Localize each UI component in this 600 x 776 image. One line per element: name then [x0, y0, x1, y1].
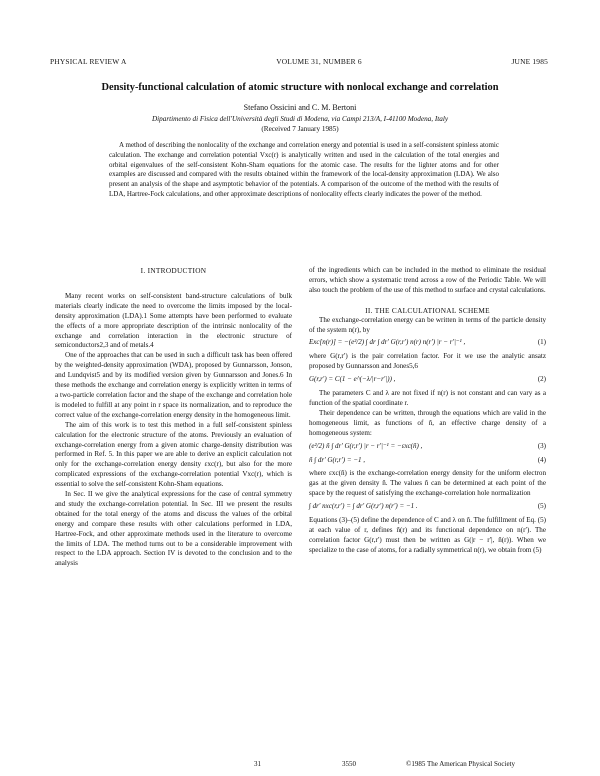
equation-5-body: ∫ dr′ nxc(r,r′) = ∫ dr′ G(r,r′) n(r′) = −1 . — [309, 502, 418, 511]
equation-2-number: (2) — [537, 375, 546, 384]
issue-date: JUNE 1985 — [511, 57, 548, 66]
equation-2 — [309, 375, 546, 385]
equation-1-body: Exc[n(r)] = −(e²/2) ∫ dr ∫ dr′ G(r,r′) n(r) n(r′) |r − r′|⁻¹ , — [309, 338, 466, 347]
scheme-paragraph-2: where G(r,r′) is the pair correlation factor. For it we use the analytic ansatz proposed by Gunnarsson and Jones5,6 — [309, 352, 546, 371]
paper-authors: Stefano Ossicini and C. M. Bertoni — [243, 103, 357, 112]
equation-4-number: (4) — [537, 455, 546, 464]
running-header — [50, 57, 548, 66]
volume-number: VOLUME 31, NUMBER 6 — [276, 57, 362, 66]
scheme-paragraph-6: Equations (3)–(5) define the dependence of C and λ on ñ. The fulfillment of Eq. (5) at each value of r, defines ñ(r) and its functional dependence on n(r′). The correlation factor G(r,r′) must then be written as G(|r − r′|, ñ(r)). When we specialize to the case of atoms, for a radially symmetrical n(r), we obtain from (5) — [309, 516, 546, 554]
intro-paragraph-2: One of the approaches that can be used in such a difficult task has been offered by the weighted-density approximation (WDA), proposed by Gunnarsson, Jonson, and Lundqvist5 and by its modified version given by Gunnarsson and Jones.6 In these methods the exchange and correlation energy is explicitly written in terms of a two-particle correlation factor and the shape of the exchange and correlation hole is modeled to fulfill at any point in r space its normalization, and to reproduce the correct value of the exchange-correlation energy density in the homogeneous limit. — [55, 351, 292, 419]
intro-paragraph-3: The aim of this work is to test this method in a full self-consistent spinless calculation for the electronic structure of the atoms. Previously an evaluation of exchange-correlation energy from a given atomic charge-density distribution was performed in Ref. 5. In this paper we are able to derive an explicit calculation not only for the exchange-correlation energy density εxc(r), but also for the more complicated expressions of the exchange-correlation potential Vxc(r), which is essential to solve the self-consistent Kohn-Sham equations. — [55, 420, 292, 489]
journal-name: PHYSICAL REVIEW A — [50, 57, 127, 66]
author-affiliation: Dipartimento di Fisica dell'Università degli Studi di Modena, via Campi 213/A, I-41100 Modena, Italy — [151, 115, 449, 123]
equation-3 — [309, 442, 546, 452]
equation-3-body: (e²/2) ñ ∫ dr′ G(r,r′) |r − r′|⁻¹ = −εxc(ñ) , — [309, 441, 423, 450]
scheme-paragraph-3: The parameters C and λ are not fixed if n(r) is not constant and can vary as a function of the spatial coordinate r. — [309, 389, 546, 407]
received-date: (Received 7 January 1985) — [261, 125, 339, 133]
equation-4-body: ñ ∫ dr′ G(r,r′) = −1 , — [309, 455, 366, 464]
right-column — [309, 266, 546, 556]
journal-page-number: 3550 — [342, 760, 356, 768]
equation-5 — [309, 502, 546, 512]
copyright-notice: ©1985 The American Physical Society — [406, 760, 516, 768]
intro-paragraph-1: Many recent works on self-consistent band-structure calculations of bulk materials clearly indicate the need to overcome the limits imposed by the local-density approximation (LDA).1 Some attempts have been performed to evaluate the effects of a more appropriate description of the intrinsic nonlocality of the exchange and correlation interaction in the electronic structure of semiconductors2,3 and of metals.4 — [55, 291, 292, 350]
abstract: A method of describing the nonlocality of the exchange and correlation energy and potential is used in a self-consistent spinless atomic calculation. The exchange and correlation potential Vxc(r) is analytically written and used in the calculation of the total energies and orbital eigenvalues of the self-consistent Kohn-Sham equations for the atomic case. The results for the lighter atoms and for other examples are discussed and compared with the results obtained within the framework of the local-density approximation (LDA). We also present an analysis of the shape and asymptotic behavior of the potentials. A comparison of the outcome of the method with the results of LDA, Hartree-Fock calculations, and other approximate descriptions of nonlocality effects clearly indicates the power of the method. — [109, 141, 499, 198]
left-column — [55, 262, 292, 569]
scheme-paragraph-5: where εxc(ñ) is the exchange-correlation energy density for the uniform electron gas at the given density ñ. The values ñ can be determined at each point of the space by the request of satisfying the exchange-correlation hole normalization — [309, 469, 546, 498]
intro-continuation: of the ingredients which can be included in the method to eliminate the residual errors, which show a systematic trend across a row of the Periodic Table. We will also touch the problem of the use of this method to surface and crystal calculations. — [309, 266, 546, 294]
equation-2-body: G(r,r′) = C(1 − e^(−λ/|r−r′|)) , — [309, 375, 396, 384]
equation-1-number: (1) — [537, 338, 546, 347]
equation-1 — [309, 338, 546, 348]
equation-4 — [309, 456, 546, 466]
section-heading-calculational-scheme: II. THE CALCULATIONAL SCHEME — [365, 305, 490, 315]
paper-title: Density-functional calculation of atomic structure with nonlocal exchange and correlation — [101, 82, 499, 93]
equation-5-number: (5) — [537, 502, 546, 511]
scheme-paragraph-4: Their dependence can be written, through the equations which are valid in the homogeneous limit, as functions of ñ, an effective charge density of a homogeneous system: — [309, 408, 546, 437]
intro-paragraph-4: In Sec. II we give the analytical expressions for the case of central symmetry and study the exchange-correlation potential. In Sec. III we present the results obtained for the total energy of the atoms and discuss the values of the orbital energy and compare these results with other calculations performed in LDA, Hartree-Fock, and other approximate methods used in the literature to overcome the limits of LDA. The method turns out to be a considerable improvement with respect to the LDA approach. Section IV is devoted to the conclusion and to the analysis — [55, 490, 292, 568]
volume-page-number: 31 — [254, 760, 261, 768]
scheme-paragraph-1: The exchange-correlation energy can be written in terms of the particle density of the system n(r), by — [309, 315, 546, 334]
equation-3-number: (3) — [537, 441, 546, 450]
section-heading-introduction: I. INTRODUCTION — [140, 266, 207, 275]
